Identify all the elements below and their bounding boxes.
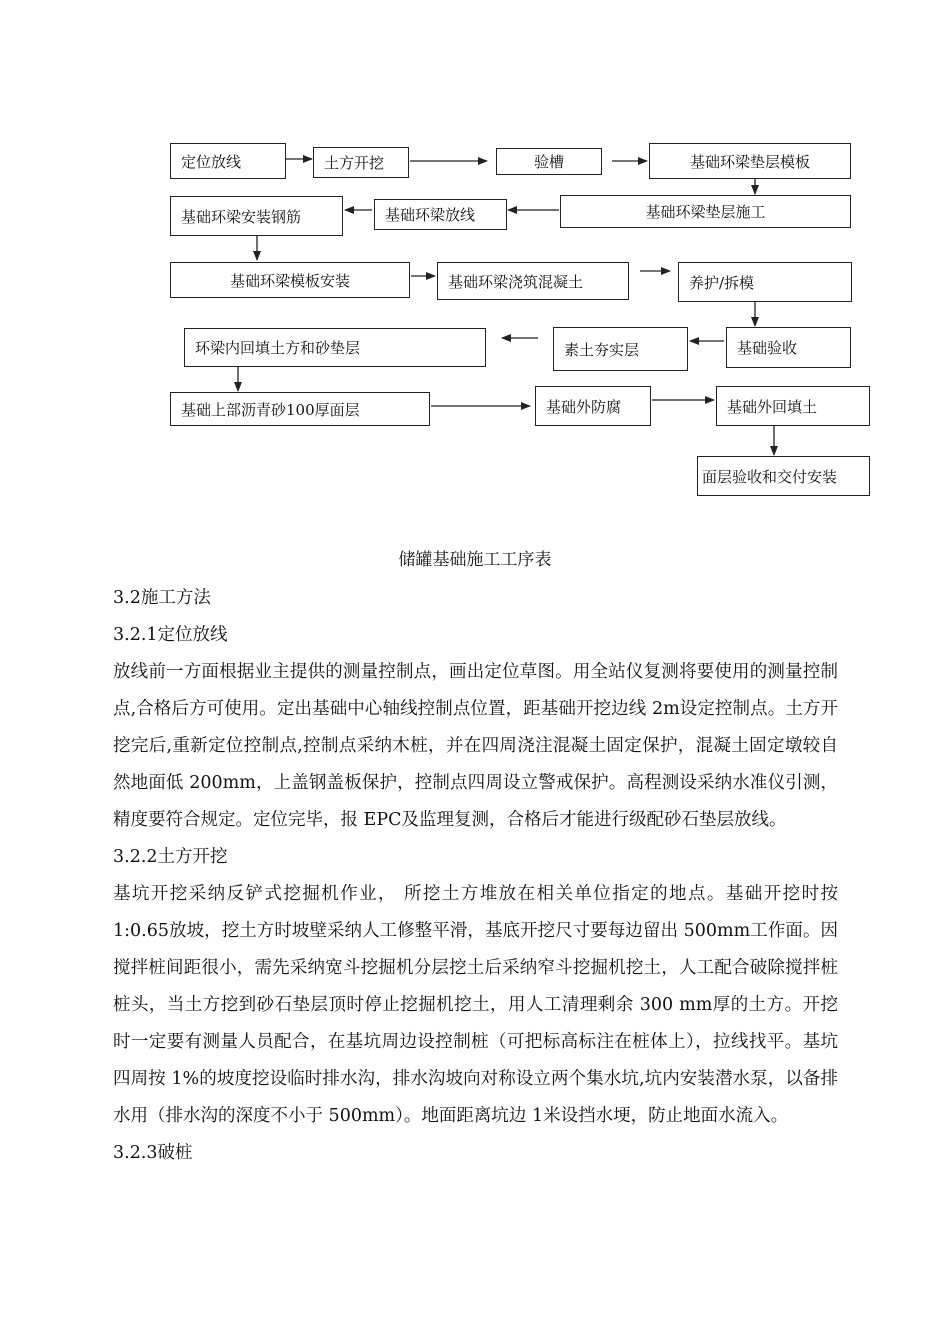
node-fangxian: 基础环梁放线 xyxy=(374,199,507,230)
flowchart-connectors xyxy=(0,0,950,520)
node-jiaozhu: 基础环梁浇筑混凝土 xyxy=(437,262,629,300)
node-diancengmuban: 基础环梁垫层模板 xyxy=(649,143,851,179)
node-yancao: 验槽 xyxy=(496,148,602,175)
node-yanghu: 养护/拆模 xyxy=(678,262,852,302)
node-tufang: 土方开挖 xyxy=(313,147,409,178)
node-yanshou: 基础验收 xyxy=(726,327,851,368)
section-heading-3-2-3: 3.2.3破桩 xyxy=(113,1143,193,1163)
node-liqing: 基础上部沥青砂100厚面层 xyxy=(170,392,430,426)
section-heading-3-2-2: 3.2.2土方开挖 xyxy=(113,847,228,867)
section-heading-3-2: 3.2施工方法 xyxy=(113,588,211,608)
node-dingwei: 定位放线 xyxy=(170,143,286,179)
paragraph-tufang: 基坑开挖采纳反铲式挖掘机作业， 所挖土方堆放在相关单位指定的地点。基础开挖时按 1:0.65放坡，挖土方时坡壁采纳人工修整平滑，基底开挖尺寸要每边留出 500mm工作面。因搅拌桩间距很小，需先采纳宽斗挖掘机分层挖土后采纳窄斗挖掘机挖土，人工配合破除搅拌桩桩头，当土方挖到砂石垫层顶时停止挖掘机挖土，用人工清理剩余 300 mm厚的土方。开挖时一定要有测量人员配合，在基坑周边设控制桩（可把标高标注在桩体上），拉线找平。基坑四周按 1%的坡度挖设临时排水沟，排水沟坡向对称设立两个集水坑,坑内安装潜水泵，以备排水用（排水沟的深度不小于 500mm）。地面距离坑边 1米设挡水埂，防止地面水流入。 xyxy=(113,884,838,1126)
flowchart-caption: 储罐基础施工工序表 xyxy=(398,550,552,570)
node-mubananzhuang: 基础环梁模板安装 xyxy=(170,262,410,298)
body-text xyxy=(113,580,838,1172)
node-diancengshigong: 基础环梁垫层施工 xyxy=(560,195,851,228)
section-heading-3-2-1: 3.2.1定位放线 xyxy=(113,625,228,645)
node-huitian: 环梁内回填土方和砂垫层 xyxy=(184,328,486,367)
paragraph-dingwei: 放线前一方面根据业主提供的测量控制点，画出定位草图。用全站仪复测将要使用的测量控制点,合格后方可使用。定出基础中心轴线控制点位置，距基础开挖边线 2m设定控制点。土方开挖完后,重新定位控制点,控制点采纳木桩，并在四周浇注混凝土固定保护，混凝土固定墩较自然地面低 200mm，上盖钢盖板保护，控制点四周设立警戒保护。高程测设采纳水准仪引测，精度要符合规定。定位完毕，报 EPC及监理复测，合格后才能进行级配砂石垫层放线。 xyxy=(113,662,838,830)
node-suhang: 素土夯实层 xyxy=(553,327,688,371)
node-fangfu: 基础外防腐 xyxy=(535,386,651,426)
node-waihuitian: 基础外回填土 xyxy=(716,386,870,426)
node-gangjin: 基础环梁安装钢筋 xyxy=(170,196,343,236)
node-jiaofu: 面层验收和交付安装 xyxy=(697,456,870,496)
